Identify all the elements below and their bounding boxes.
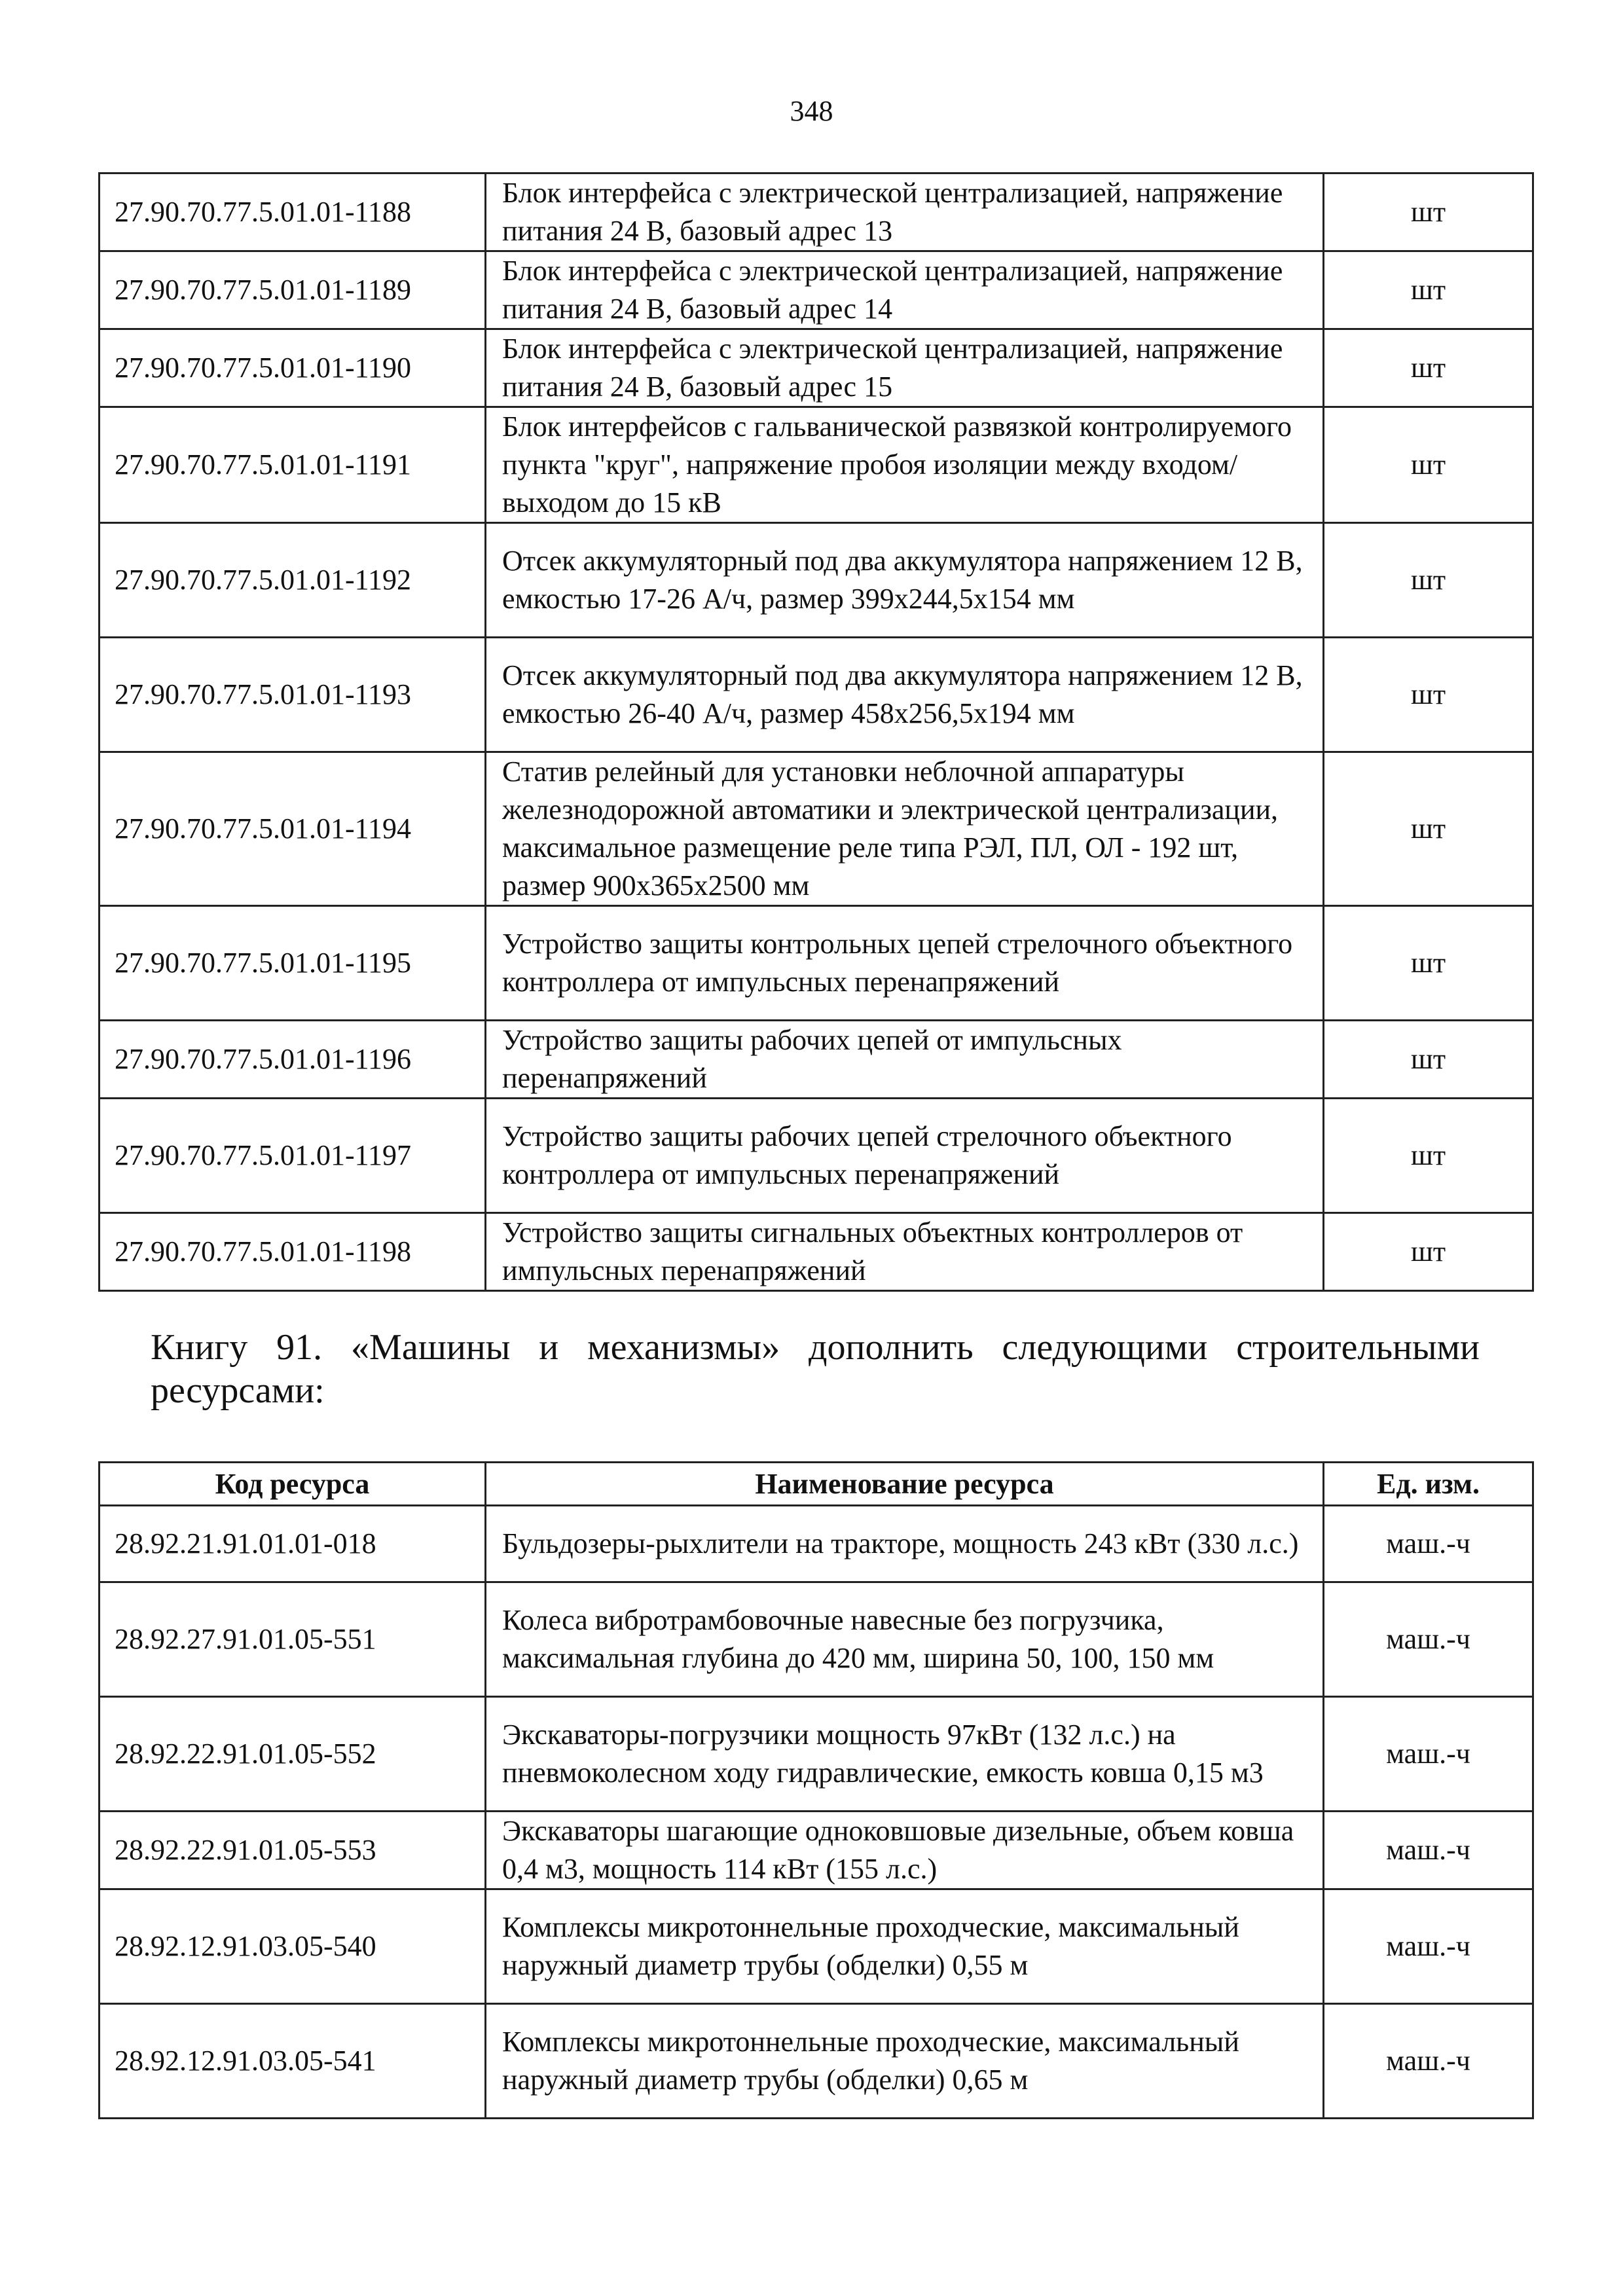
table-row: [100, 1021, 1533, 1099]
resource-code: 28.92.22.91.01.05-552: [100, 1697, 486, 1812]
resource-unit: маш.-ч: [1324, 1812, 1533, 1889]
resource-name: Блок интерфейса с электрической централизацией, напряжение питания 24 В, базовый адрес 13: [486, 173, 1324, 251]
header-name: Наименование ресурса: [486, 1463, 1324, 1506]
table-row: [100, 173, 1533, 251]
resource-name: Экскаваторы-погрузчики мощность 97кВт (132 л.с.) на пневмоколесном ходу гидравлические, емкость ковша 0,15 м3: [486, 1697, 1324, 1812]
table-row: [100, 1099, 1533, 1213]
resource-name: Статив релейный для установки неблочной аппаратуры железнодорожной автоматики и электрической централизации, максимальное размещение реле типа РЭЛ, ПЛ, ОЛ - 192 шт, размер 900х365х2500 мм: [486, 752, 1324, 906]
resource-name: Колеса вибротрамбовочные навесные без погрузчика, максимальная глубина до 420 мм, ширина 50, 100, 150 мм: [486, 1582, 1324, 1697]
table-row: [100, 329, 1533, 407]
table-row: [100, 1812, 1533, 1889]
resource-unit: шт: [1324, 251, 1533, 329]
resource-name: Блок интерфейсов с гальванической развязкой контролируемого пункта "круг", напряжение пробоя изоляции между входом/выходом до 15 кВ: [486, 407, 1324, 523]
resource-code: 27.90.70.77.5.01.01-1198: [100, 1213, 486, 1291]
resource-unit: маш.-ч: [1324, 1582, 1533, 1697]
table-row: [100, 407, 1533, 523]
resource-code: 27.90.70.77.5.01.01-1195: [100, 906, 486, 1021]
resource-unit: шт: [1324, 752, 1533, 906]
resource-name: Устройство защиты контрольных цепей стрелочного объектного контроллера от импульсных перенапряжений: [486, 906, 1324, 1021]
resource-unit: шт: [1324, 1021, 1533, 1099]
resource-name: Блок интерфейса с электрической централизацией, напряжение питания 24 В, базовый адрес 15: [486, 329, 1324, 407]
resource-code: 27.90.70.77.5.01.01-1194: [100, 752, 486, 906]
table-row: [100, 1506, 1533, 1582]
resource-code: 27.90.70.77.5.01.01-1191: [100, 407, 486, 523]
resource-table-continued: [98, 172, 1534, 1292]
resource-name: Отсек аккумуляторный под два аккумулятора напряжением 12 В, емкостью 17-26 А/ч, размер 399х244,5х154 мм: [486, 523, 1324, 638]
resource-code: 27.90.70.77.5.01.01-1196: [100, 1021, 486, 1099]
resource-name: Отсек аккумуляторный под два аккумулятора напряжением 12 В, емкостью 26-40 А/ч, размер 458х256,5х194 мм: [486, 638, 1324, 752]
resource-code: 28.92.27.91.01.05-551: [100, 1582, 486, 1697]
resource-code: 27.90.70.77.5.01.01-1188: [100, 173, 486, 251]
resource-name: Блок интерфейса с электрической централизацией, напряжение питания 24 В, базовый адрес 14: [486, 251, 1324, 329]
resource-name: Комплексы микротоннельные проходческие, максимальный наружный диаметр трубы (обделки) 0,55 м: [486, 1889, 1324, 2004]
resource-name: Комплексы микротоннельные проходческие, максимальный наружный диаметр трубы (обделки) 0,65 м: [486, 2004, 1324, 2119]
resource-code: 28.92.12.91.03.05-540: [100, 1889, 486, 2004]
resource-name: Устройство защиты рабочих цепей стрелочного объектного контроллера от импульсных перенапряжений: [486, 1099, 1324, 1213]
resource-code: 27.90.70.77.5.01.01-1189: [100, 251, 486, 329]
resource-code: 27.90.70.77.5.01.01-1192: [100, 523, 486, 638]
resource-name: Устройство защиты сигнальных объектных контроллеров от импульсных перенапряжений: [486, 1213, 1324, 1291]
resource-unit: шт: [1324, 1213, 1533, 1291]
resource-code: 28.92.12.91.03.05-541: [100, 2004, 486, 2119]
resource-name: Экскаваторы шагающие одноковшовые дизельные, объем ковша 0,4 м3, мощность 114 кВт (155 л.с.): [486, 1812, 1324, 1889]
resource-unit: маш.-ч: [1324, 1697, 1533, 1812]
table-row: [100, 2004, 1533, 2119]
resource-unit: шт: [1324, 638, 1533, 752]
resource-unit: шт: [1324, 407, 1533, 523]
book-91-instruction: Книгу 91. «Машины и механизмы» дополнить следующими строительными ресурсами:: [151, 1327, 1480, 1411]
resource-name: Устройство защиты рабочих цепей от импульсных перенапряжений: [486, 1021, 1324, 1099]
table-row: [100, 251, 1533, 329]
resource-code: 27.90.70.77.5.01.01-1197: [100, 1099, 486, 1213]
table-row: [100, 1213, 1533, 1291]
resource-unit: шт: [1324, 329, 1533, 407]
header-unit: Ед. изм.: [1324, 1463, 1533, 1506]
resource-unit: шт: [1324, 523, 1533, 638]
page-number: 348: [790, 95, 833, 127]
resource-code: 28.92.22.91.01.05-553: [100, 1812, 486, 1889]
resource-unit: шт: [1324, 173, 1533, 251]
table-header-row: [100, 1463, 1533, 1506]
resource-unit: маш.-ч: [1324, 1506, 1533, 1582]
table-row: [100, 1697, 1533, 1812]
new-resources-table: [98, 1461, 1534, 2119]
resource-code: 27.90.70.77.5.01.01-1190: [100, 329, 486, 407]
table-row: [100, 638, 1533, 752]
table-row: [100, 1582, 1533, 1697]
table-row: [100, 752, 1533, 906]
table-row: [100, 906, 1533, 1021]
resource-unit: маш.-ч: [1324, 1889, 1533, 2004]
resource-code: 27.90.70.77.5.01.01-1193: [100, 638, 486, 752]
resource-code: 28.92.21.91.01.01-018: [100, 1506, 486, 1582]
resource-unit: шт: [1324, 1099, 1533, 1213]
header-code: Код ресурса: [100, 1463, 486, 1506]
table-row: [100, 523, 1533, 638]
resource-unit: маш.-ч: [1324, 2004, 1533, 2119]
resource-unit: шт: [1324, 906, 1533, 1021]
resource-name: Бульдозеры-рыхлители на тракторе, мощность 243 кВт (330 л.с.): [486, 1506, 1324, 1582]
table-row: [100, 1889, 1533, 2004]
